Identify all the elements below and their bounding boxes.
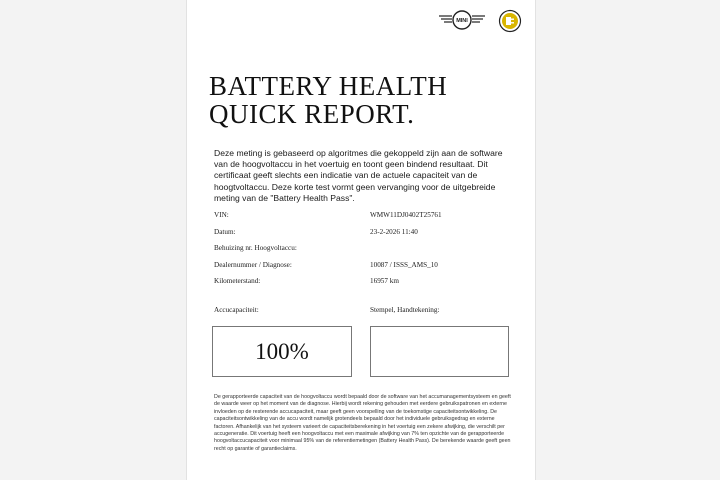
km-value: 16957 km bbox=[370, 277, 399, 285]
capacity-label: Accucapaciteit: bbox=[214, 306, 259, 314]
vin-label: VIN: bbox=[214, 211, 229, 219]
dealer-label: Dealernummer / Diagnose: bbox=[214, 261, 292, 269]
date-value: 23-2-2026 11:40 bbox=[370, 228, 418, 236]
stamp-label: Stempel, Handtekening: bbox=[370, 306, 440, 314]
capacity-box bbox=[212, 326, 352, 377]
report-title-line2: QUICK REPORT. bbox=[209, 99, 415, 129]
capacity-value: 100% bbox=[255, 339, 309, 364]
electric-logo bbox=[498, 9, 522, 33]
mini-logo-text: MINI bbox=[456, 18, 468, 24]
date-label: Datum: bbox=[214, 228, 236, 236]
vin-value: WMW11DJ0402T25761 bbox=[370, 211, 442, 219]
report-title bbox=[209, 72, 509, 128]
dealer-value: 10087 / ISSS_AMS_10 bbox=[370, 261, 438, 269]
mini-logo bbox=[438, 10, 486, 30]
disclaimer-text: De gerapporteerde capaciteit van de hoogvoltaccu wordt bepaald door de software van het accumanagementsysteem en geeft de waarde weer op het moment van de diagnose. Hierbij wordt rekening gehouden met eerdere gebruikspatronen en externe invloeden op de resterende accucapaciteit, maar geeft geen voorspelling van de toekomstige capaciteitsontwikkeling. De capaciteitsontwikkeling van de accu wordt namelijk grotendeels bepaald door het individuele gebruiksgedrag en externe factoren. Afhankelijk van het systeem varieert de capaciteitsberekening in het voertuig een zekere afwijking, die verschilt per accugeneratie. Dit voertuig heeft een hoogvoltaccu met een maximale afwijking van 7% ten opzichte van de gerapporteerde hoogvoltaccucapaciteit voor minimaal 95% van de referentiemetingen (Battery Health Pass). De berekende waarde geeft geen recht op garantie of garantieclaims. bbox=[214, 394, 511, 452]
stamp-signature-box bbox=[370, 326, 509, 377]
housing-label: Behuizing nr. Hoogvoltaccu: bbox=[214, 244, 297, 252]
report-title-line1: BATTERY HEALTH bbox=[209, 71, 448, 101]
km-label: Kilometerstand: bbox=[214, 277, 261, 285]
intro-paragraph: Deze meting is gebaseerd op algoritmes die gekoppeld zijn aan de software van de hoogvoltaccu in het voertuig en toont geen bindend resultaat. Dit certificaat geeft slechts een indicatie van de actuele capaciteit van de hoogtvoltaccu. Deze korte test vormt geen vervanging voor de uitgebreide meting van de "Battery Health Pass". bbox=[214, 148, 503, 203]
